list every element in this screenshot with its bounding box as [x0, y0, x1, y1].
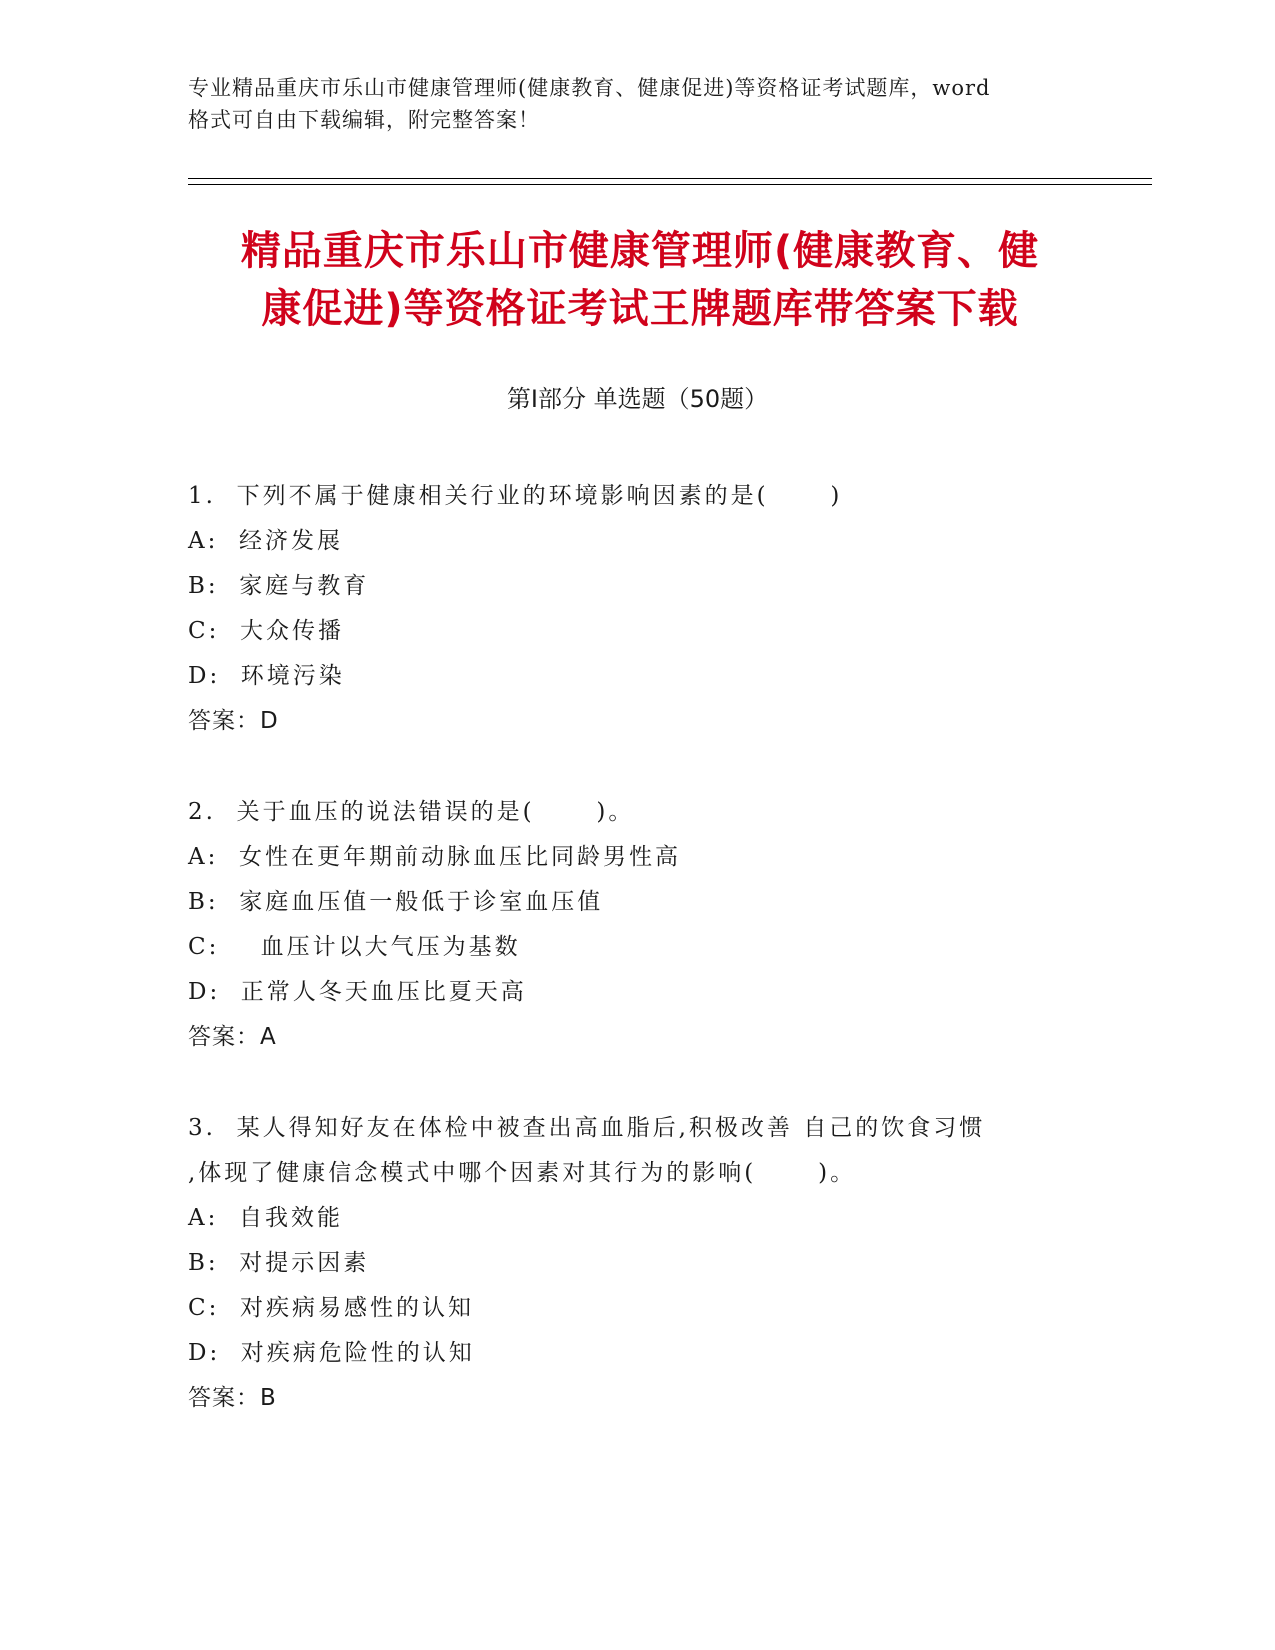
option-a: A: 自我效能	[188, 1205, 343, 1231]
option-c: C: 血压计以大气压为基数	[188, 934, 521, 960]
option-b: B: 家庭血压值一般低于诊室血压值	[188, 889, 604, 915]
section-heading: 第Ⅰ部分 单选题（50题）	[506, 385, 769, 413]
option-c: C: 大众传播	[188, 618, 344, 644]
answer-key: 答案：B	[188, 1385, 277, 1411]
option-d: D: 环境污染	[188, 663, 345, 689]
document-title-line-2: 康促进)等资格证考试王牌题库带答案下载	[261, 286, 1019, 332]
option-d: D: 正常人冬天血压比夏天高	[188, 979, 527, 1005]
question-2	[188, 790, 1088, 1060]
question-3	[188, 1106, 1088, 1421]
answer-key: 答案：A	[188, 1024, 277, 1050]
document-title	[175, 222, 1105, 338]
header-note-line-2: 格式可自由下载编辑，附完整答案！	[188, 108, 540, 132]
question-stem: 2. 关于血压的说法错误的是( )。	[188, 799, 635, 825]
header-divider-bottom	[188, 184, 1152, 185]
answer-key: 答案：D	[188, 708, 279, 734]
question-stem-line-2: ,体现了健康信念模式中哪个因素对其行为的影响( )。	[188, 1160, 857, 1186]
option-a: A: 女性在更年期前动脉血压比同龄男性高	[188, 844, 681, 870]
option-a: A: 经济发展	[188, 528, 343, 554]
document-title-line-1: 精品重庆市乐山市健康管理师(健康教育、健	[240, 228, 1040, 274]
question-stem: 1. 下列不属于健康相关行业的环境影响因素的是( )	[188, 483, 843, 509]
question-1	[188, 474, 1088, 744]
question-list	[188, 474, 1088, 1467]
question-stem-line-1: 3. 某人得知好友在体检中被查出高血脂后,积极改善 自己的饮食习惯	[188, 1115, 986, 1141]
option-c: C: 对疾病易感性的认知	[188, 1295, 474, 1321]
option-b: B: 家庭与教育	[188, 573, 370, 599]
option-b: B: 对提示因素	[188, 1250, 370, 1276]
header-divider-top	[188, 178, 1152, 179]
option-d: D: 对疾病危险性的认知	[188, 1340, 475, 1366]
header-note-line-1: 专业精品重庆市乐山市健康管理师(健康教育、健康促进)等资格证考试题库，word	[188, 76, 991, 100]
header-note	[188, 72, 1088, 136]
